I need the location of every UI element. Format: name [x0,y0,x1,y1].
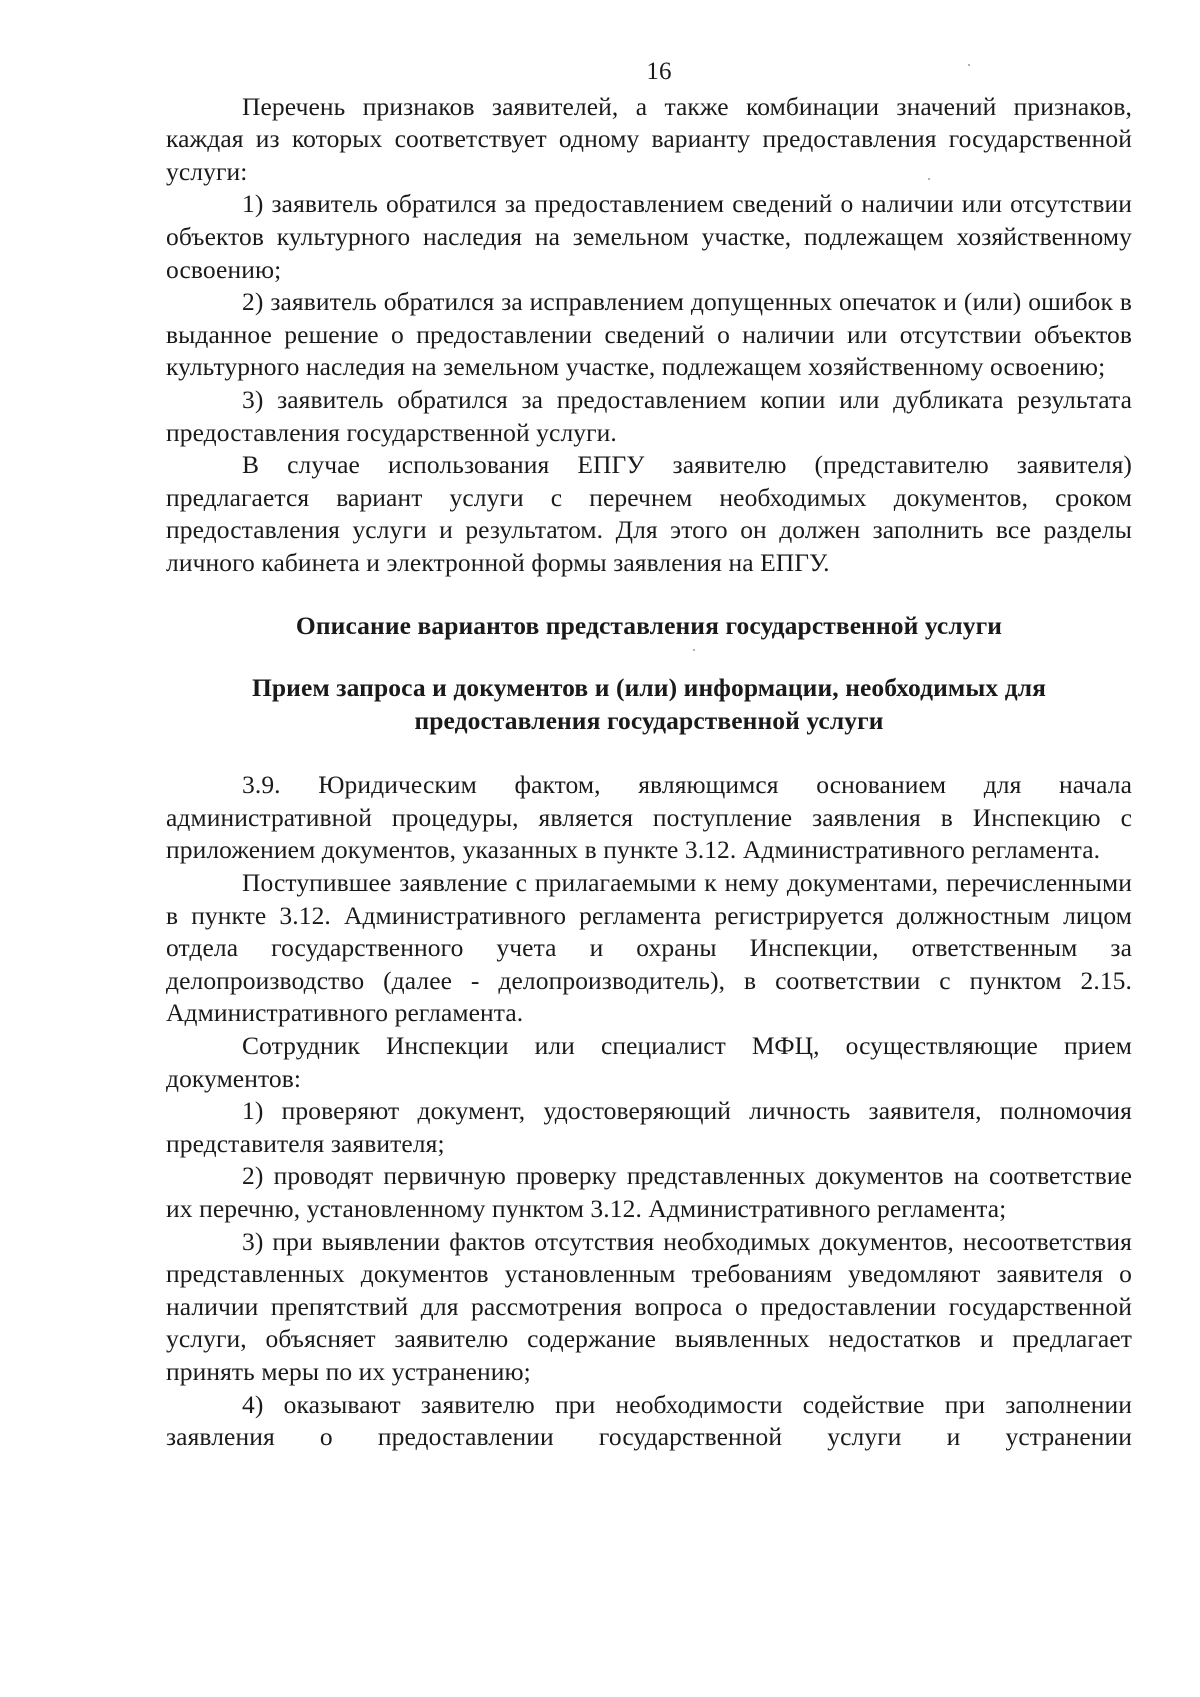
staff-list-item-3: 3) при выявлении фактов отсутствия необходимых документов, несоответствия представленных документов установленным требованиям уведомляют заявителя о наличии препятствий для рассмотрения вопроса о предоставлении государственной услуги, объясняет заявителю содержание выявленных недостатков и предлагает принять меры по их устранению; [166,1226,1132,1386]
list-item-3: 3) заявитель обратился за предоставлением копии или дубликата результата предоставления государственной услуги. [166,384,1132,447]
paragraph-registration: Поступившее заявление с прилагаемыми к нему документами, перечисленными в пункте 3.12. Административного регламента регистрируется должностным лицом отдела государственного учета и охраны Инспекции, ответственным за делопроизводство (далее - делопроизводитель), в соответствии с пунктом 2.15. Административного регламента. [166,868,1132,1028]
staff-list-item-4: 4) оказывают заявителю при необходимости содействие при заполнении заявления о предоставлении государственной услуги и устранении [166,1389,1132,1452]
staff-list-item-1: 1) проверяют документ, удостоверяющий личность заявителя, полномочия представителя заявителя; [166,1096,1132,1158]
paragraph-staff: Сотрудник Инспекции или специалист МФЦ, осуществляющие прием документов: [166,1031,1132,1093]
list-item-2: 2) заявитель обратился за исправлением допущенных опечаток и (или) ошибок в выданное решение о предоставлении сведений о наличии или отсутствии объектов культурного наследия на земельном участке, подлежащем хозяйственному освоению; [166,287,1132,382]
staff-list-item-2: 2) проводят первичную проверку представленных документов на соответствие их перечню, установленному пунктом 3.12. Административного регламента; [166,1161,1132,1223]
paragraph-applicant-criteria: Перечень признаков заявителей, а также комбинации значений признаков, каждая из которых соответствует одному варианту предоставления государственной услуги: [166,91,1132,186]
list-item-1: 1) заявитель обратился за предоставлением сведений о наличии или отсутствии объектов культурного наследия на земельном участке, подлежащем хозяйственному освоению; [166,189,1132,284]
paragraph-3-9: 3.9. Юридическим фактом, являющимся основанием для начала административной процедуры, является поступление заявления в Инспекцию с приложением документов, указанных в пункте 3.12. Административного регламента. [166,770,1132,865]
paragraph-epgu: В случае использования ЕПГУ заявителю (представителю заявителя) предлагается вариант услуги с перечнем необходимых документов, сроком предоставления услуги и результатом. Для этого он должен заполнить все разделы личного кабинета и электронной формы заявления на ЕПГУ. [166,450,1132,577]
subsection-heading: Прием запроса и документов и (или) информации, необходимых для предоставления государственной услуги [251,673,1047,735]
document-page [166,56,1132,1454]
section-heading: Описание вариантов представления государственной услуги [295,610,1003,640]
page-number: 16 [646,58,672,85]
